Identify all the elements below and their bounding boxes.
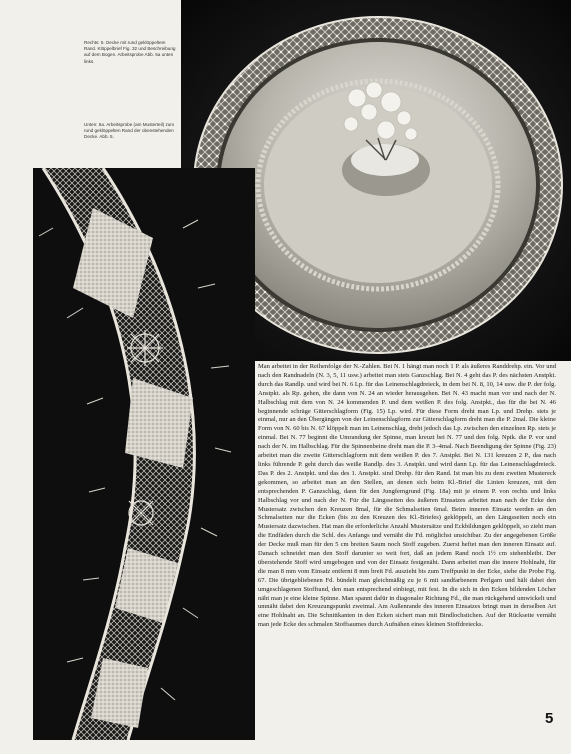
lace-illustration [33, 168, 255, 740]
page-number: 5 [545, 710, 554, 727]
lace-sample-photo [33, 168, 255, 740]
caption-doily-photo: Rechts: 5. Decke mit rund geklöppeltem Rand. Klöppelbrief Fig. 32 und Beschreibung auf dem Bogen. Arbeitsprobe Abb. 5a unten links. [84, 40, 176, 64]
instruction-text: Man arbeitet in der Reihenfolge der N.-Zahlen. Bei N. 1 hängt man noch 1 P. als äußeres Randdrehp. ein. Vor und nach den Randnadeln (N. 3, 5, 11 usw.) arbeitet man stets Ganzschlag. Bei N. 4 geht das P. des nächsten Anstpkt. durch das Randlp. und wird bei N. 6 Lp. für das Leinenschlagdreieck, in dem bei N. 8, 10, 14 usw. die P. der folg. Anstpkt. als Rp. gehen, die dann von N. 24 an wieder herausgehen. Bei N. 43 macht man vor und nach der N. Halbschlag mit dem von N. 24 kommenden P. und dem weißen P. des folg. Anstpkt., das für die bei N. 46 beginnende schräge Gitterschlagform (Fig. 15) Lp. wird. Für diese Form dreht man Lp. und Drehp. stets je einmal, nur an den Übergängen von der Leinenschlagform zur Gitterschlagform dreht man die P. 2mal. Die kleine Form von N. 60 bis N. 67 klöppelt man im Leinenschlag, dreht jedoch das Lp. zwischen den einzelnen Rp. stets je einmal. Bei N. 77 beginnt die Umrandung der Spinne, man kreuzt bei N. 77 und den folg. Nptk. die P. vor und nach der N. im Halbschlag. Für die Spinnenbeine dreht man die P. 3–4mal. Nach Beendigung der Spinne (Fig. 23) arbeitet man die zweite Gitterschlagform mit dem weißen P. des 7. Anstpkt. Bei N. 131 kreuzen 2 P., das nach links führende P. geht durch das weiße Randlp. des 3. Anstpkt. und wird dann Lp. für das Leinenschlagdreieck. Das P. des 2. Anstpkt. und das des 1. Anstpkt. sind Drehp. für den Rand. Ist man bis zu dem zweiten Mustereck gekommen, so arbeitet man an den Stellen, an denen sich beim Kl.-Brief die Linien kreuzen, mit den entsprechenden P. Ganzschlag, dann für den Jungferngrund (Fig. 18a) mit je einem P. von rechts und links Halbschlag vor und nach der N. Für die Längsseiten des äußeren Einsatzes arbeitet man nach der Ecke den Mustersatz zwischen den Kreuzen 8mal, für die Schmalseiten 6mal. Beim inneren Einsatz werden an den Schmalseiten nur die Ecken (bis zu den Kreuzen des Kl.-Briefes) geklöppelt, an den Längsseiten noch ein Mustersatz dazwischen. Hat man die erforderliche Anzahl Mustersätze und Eckbildungen geklöppelt, so zieht man die Endfäden durch die Schl. des Anfangs und vernäht die Fd. möglichst unsichtbar. Zu der angegebenen Größe der Decke muß man für den 5 cm breiten Saum noch Stoff zugeben. Zuerst heftet man den inneren Einsatz auf. Danach schneidet man den Stoff darunter so weit fort, daß an jedem Rand noch 1½ cm stehenbleibt. Der überstehende Stoff wird umgebogen und von der Einsatz festgenäht. Dann arbeitet man die innere Hohlnaht, für die man 8 mm vom Einsatz entfernt 8 mm breit Fd. auszieht bis zum Treffpunkt in der Ecke, siehe die Probe Fig. 67. Die übrigebliebenen Fd. bündelt man gleichmäßig zu je 6 mit sandfarbenem Perlgarn und hält dabei den umgeschlagenen Stoffrand, den man entsprechend einbiegt, mit fest. In die sich in den Ecken bildenden Löcher näht man je eine kleine Spinne. Man spannt dafür in diagonaler Richtung Fd., die man rückgehend umwickelt und umnäht dabei den Kreuzungspunkt zweimal. Am Außenrande des inneren Einsatzes bringt man in derselben Art eine Hohlnaht an. Die Schnittkanten in den Ecken sichert man mit Bindlochstichen. Auf der Rückseite vernäht man jede Ecke des schmalen Stoffsaumes durch Aufnähen eines kleinen Stoffdreiecks. [258, 363, 557, 629]
caption-lace-sample: Unten: 5a. Arbeitsprobe (am Musterteil) zum rund geklöppelten Rand der obenstehenden Decke. Abb. 5. [84, 122, 175, 140]
